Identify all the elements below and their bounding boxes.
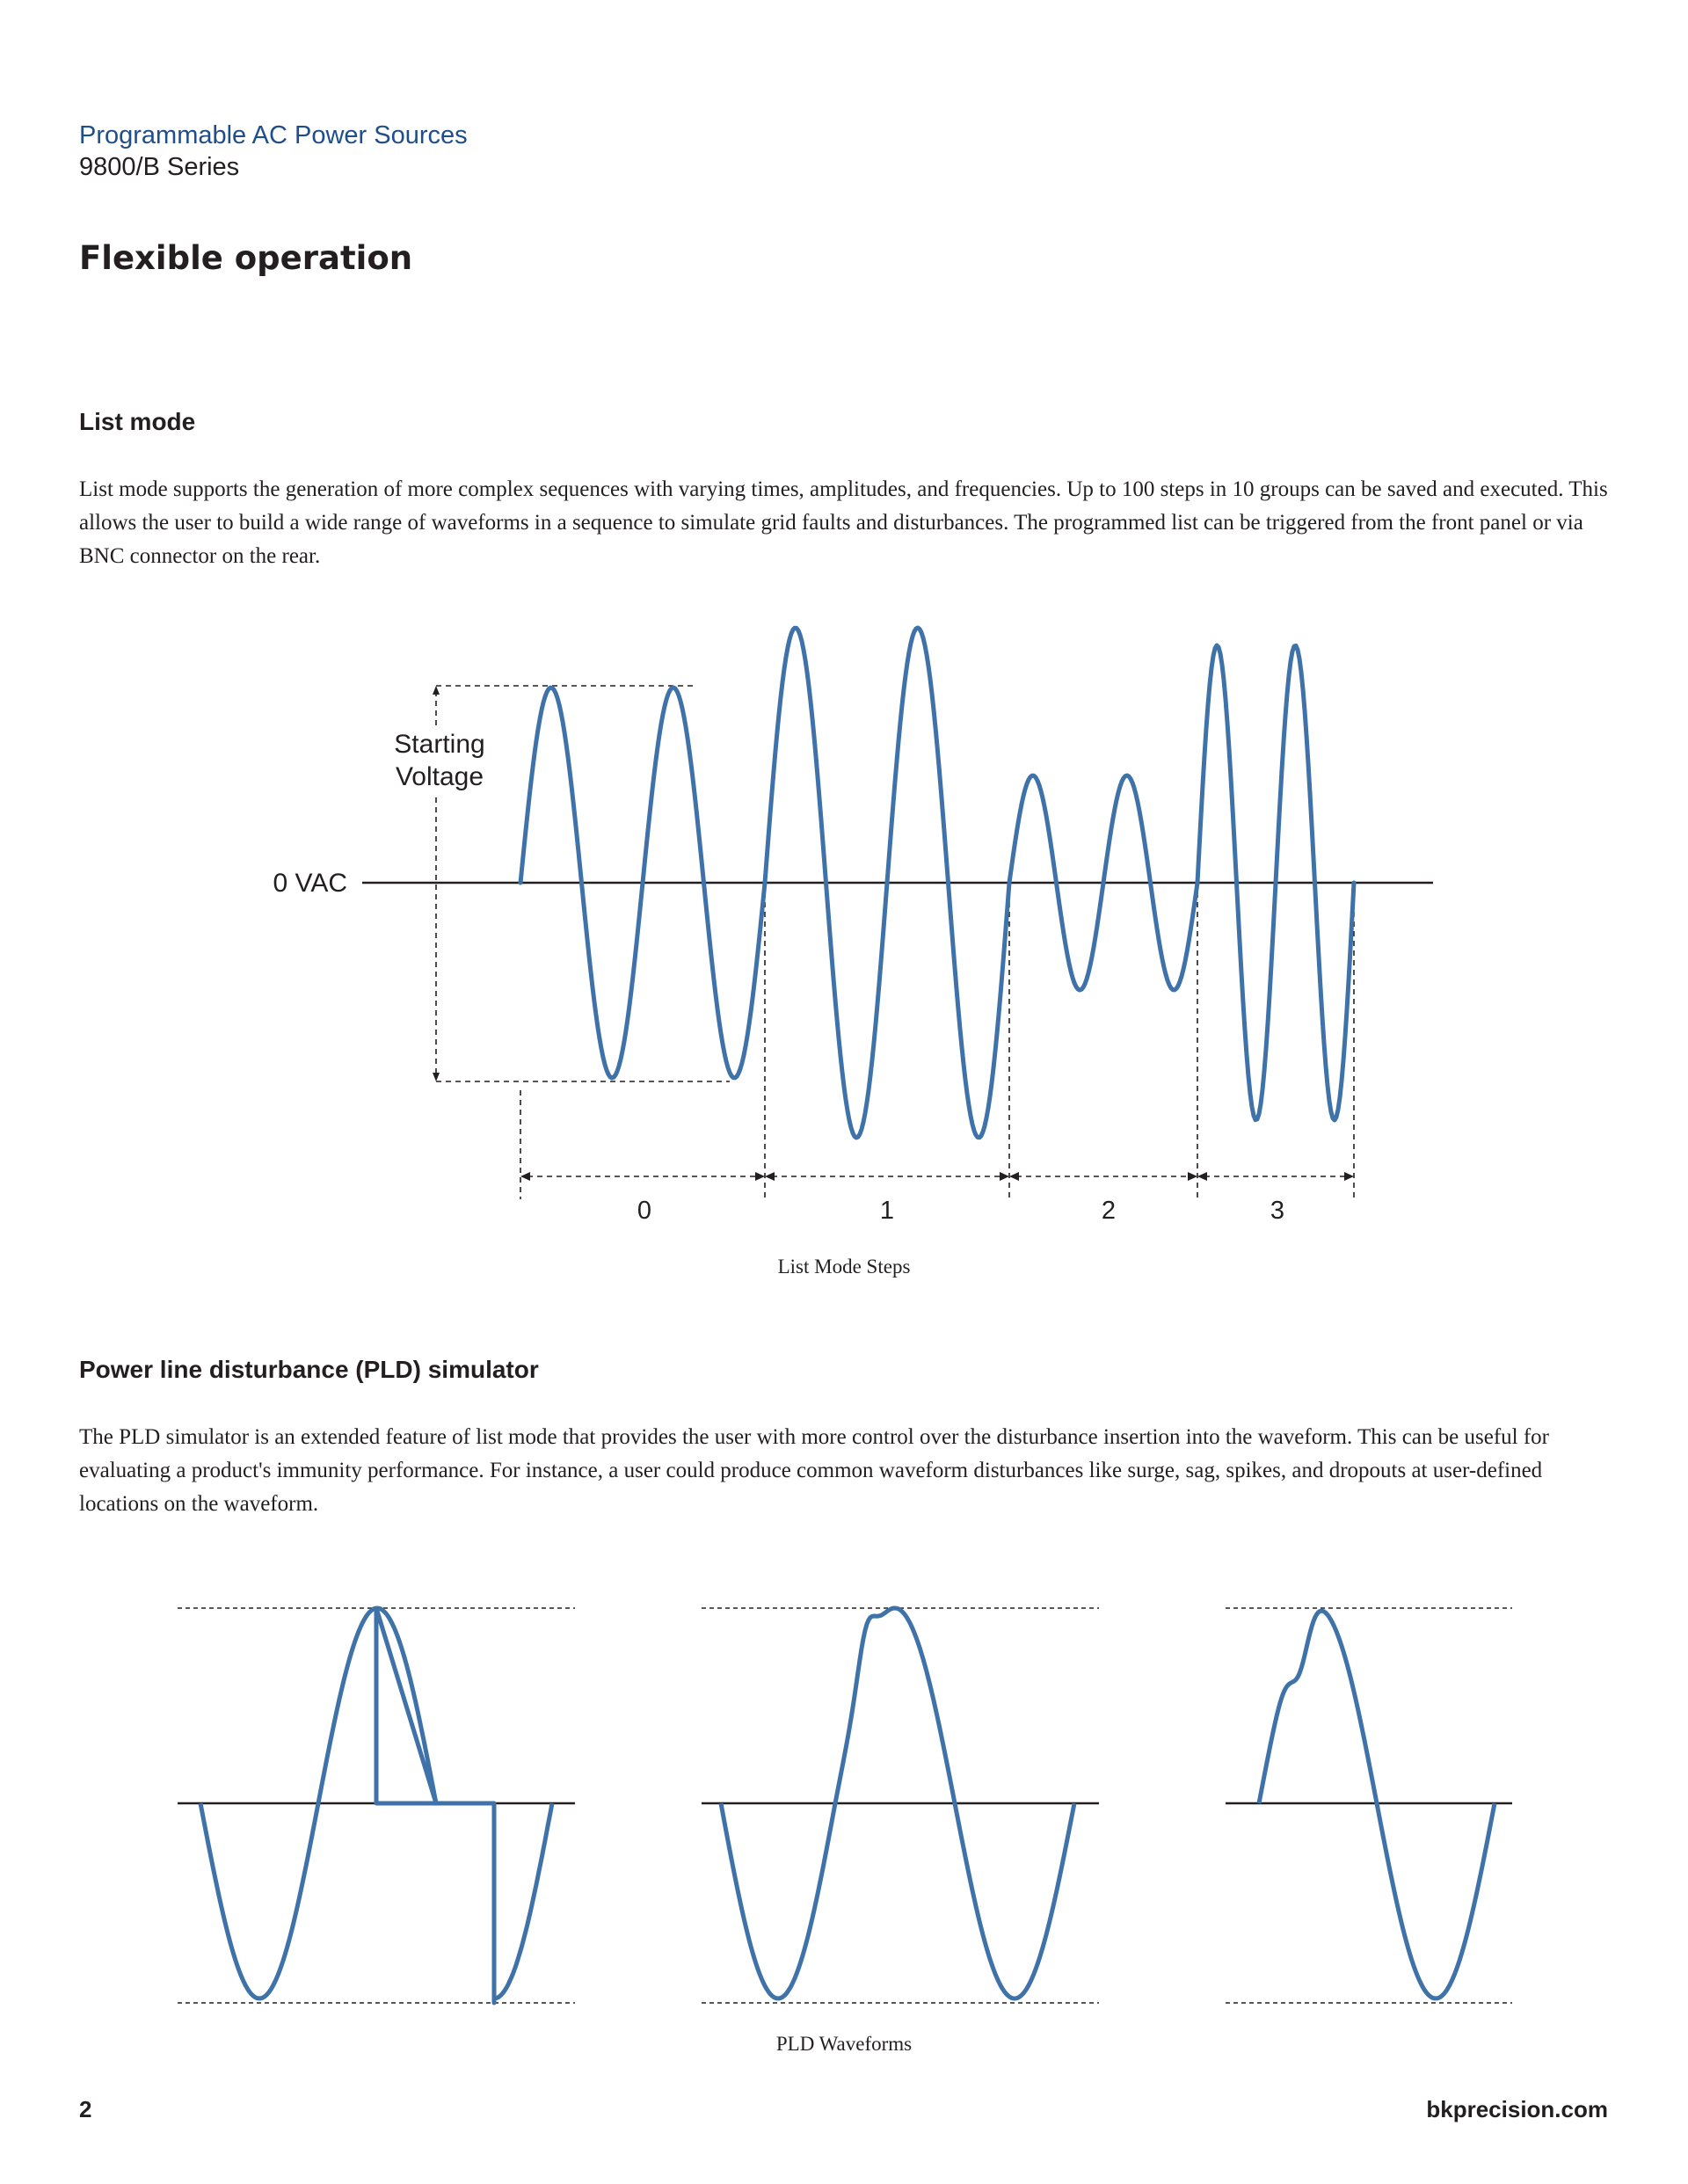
list-mode-figure bbox=[0, 607, 1688, 1292]
step-label-0: 0 bbox=[637, 1197, 652, 1225]
step-label-3: 3 bbox=[1270, 1197, 1285, 1225]
starting-voltage-label-2: Voltage bbox=[395, 762, 484, 791]
pld-sag-waveform bbox=[1259, 1611, 1495, 1998]
list-mode-paragraph: List mode supports the generation of more complex sequences with varying times, amplitudes, and frequencies. Up to 100 steps in 10 groups can be saved and executed. This allows the user to build a wide range of waveforms in a sequence to simulate grid faults and disturbances. The programmed list can be triggered from the front panel or via BNC connector on the rear. bbox=[79, 477, 1608, 568]
arrowhead-down-icon bbox=[433, 1073, 440, 1081]
step-label-1: 1 bbox=[879, 1197, 895, 1225]
arrowhead-up-icon bbox=[433, 686, 440, 695]
document-title: Programmable AC Power Sources bbox=[79, 121, 468, 149]
pld-panel-sag bbox=[1226, 1608, 1512, 2003]
pld-dropout-waveform bbox=[200, 1608, 552, 2003]
page-heading: Flexible operation bbox=[79, 239, 413, 277]
pld-caption: PLD Waveforms bbox=[775, 2033, 913, 2055]
document-series: 9800/B Series bbox=[79, 153, 240, 181]
starting-voltage-label: Starting bbox=[394, 730, 485, 759]
zero-vac-label: 0 VAC bbox=[273, 869, 347, 898]
pld-figure bbox=[0, 1547, 1688, 2057]
list-mode-heading: List mode bbox=[79, 408, 196, 435]
footer-url: bkprecision.com bbox=[1426, 2096, 1608, 2122]
pld-heading: Power line disturbance (PLD) simulator bbox=[79, 1356, 539, 1383]
step-label-2: 2 bbox=[1101, 1197, 1117, 1225]
list-mode-caption: List Mode Steps bbox=[777, 1256, 911, 1278]
pld-paragraph: The PLD simulator is an extended feature of list mode that provides the user with more control over the disturbance insertion into the waveform. This can be useful for evaluating a product's immunity performance. For instance, a user could produce common waveform disturbances like surge, sag, spikes, and dropouts at user-defined locations on the waveform. bbox=[79, 1425, 1549, 1516]
pld-panel-spike bbox=[702, 1608, 1099, 2003]
page-number: 2 bbox=[79, 2096, 92, 2122]
pld-panel-dropout bbox=[178, 1608, 575, 2003]
